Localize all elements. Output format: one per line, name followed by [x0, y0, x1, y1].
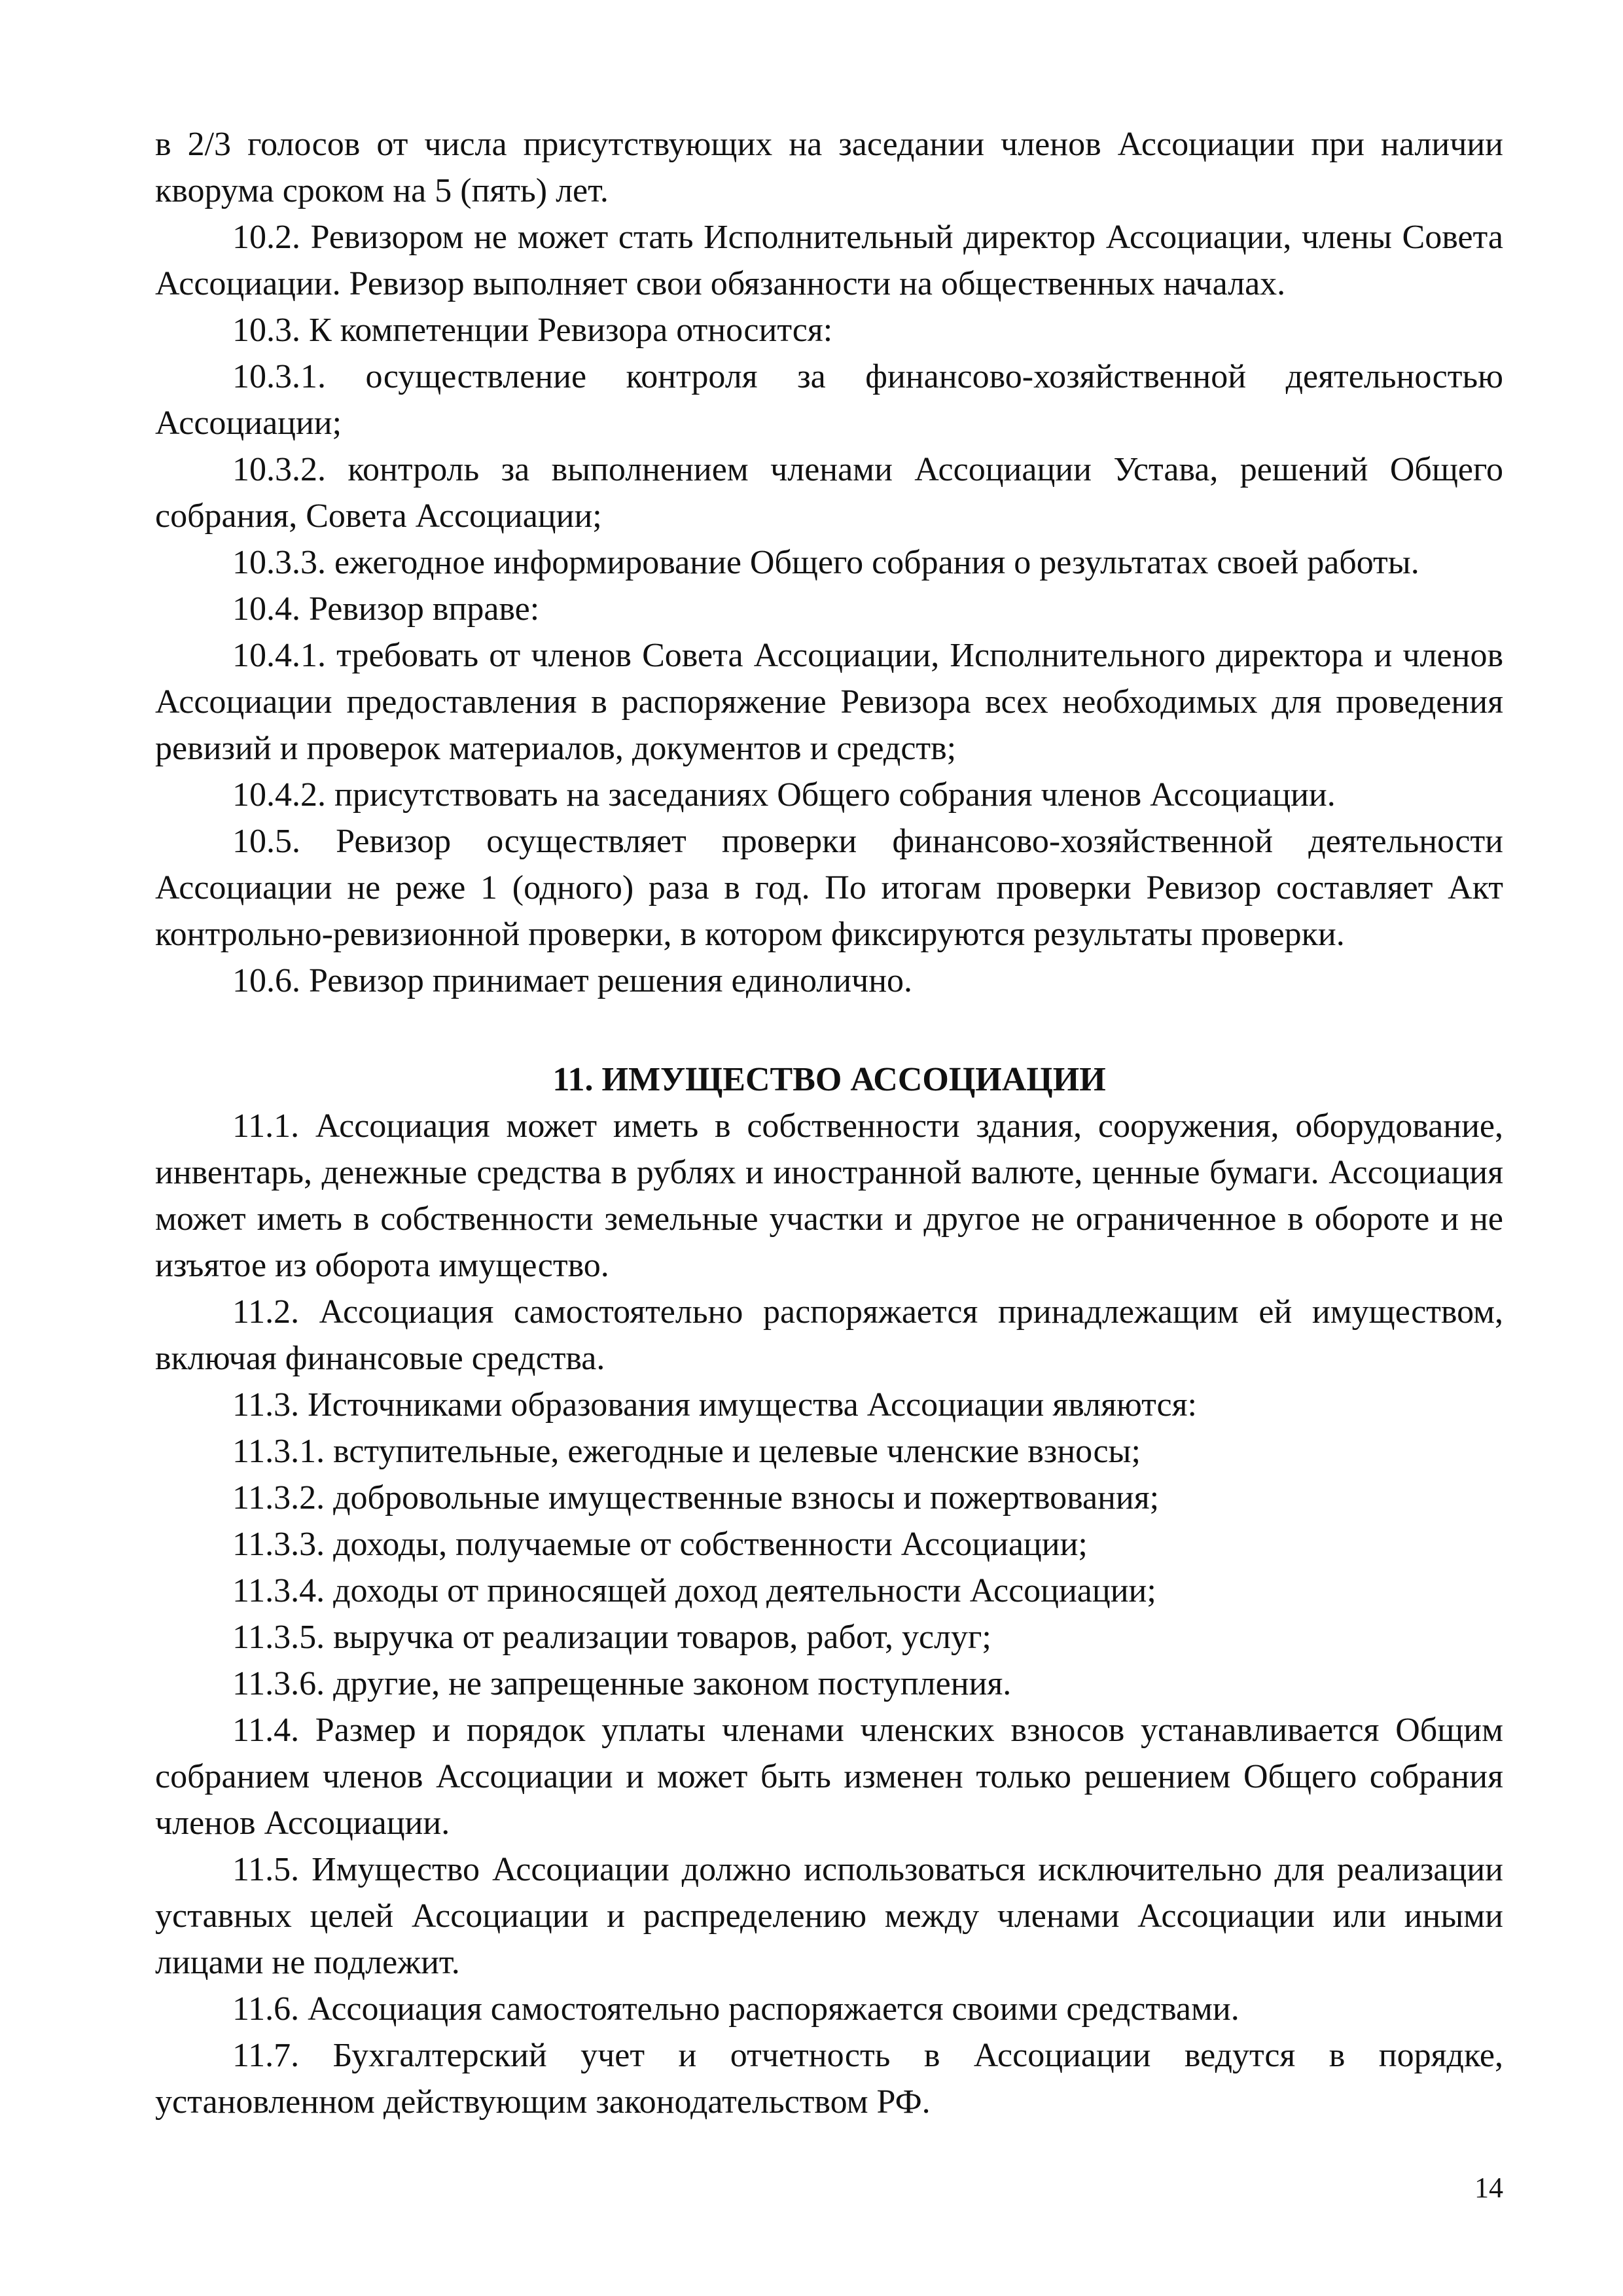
- list-item-11-3-4: 11.3.4. доходы от приносящей доход деятельности Ассоциации;: [232, 1572, 1156, 1609]
- paragraph-10-5: 10.5. Ревизор осуществляет проверки финансово-хозяйственной деятельности Ассоциации не реже 1 (одного) раза в год. По итогам проверки Ревизор составляет Акт контрольно-ревизионной проверки, в котором фиксируются результаты проверки.: [155, 823, 1503, 953]
- section-11-heading: 11. ИМУЩЕСТВО АССОЦИАЦИИ: [552, 1061, 1106, 1098]
- list-item-11-3-5: 11.3.5. выручка от реализации товаров, работ, услуг;: [232, 1619, 991, 1656]
- paragraph-10-6: 10.6. Ревизор принимает решения единолично.: [232, 962, 913, 999]
- list-item-11-3-1: 11.3.1. вступительные, ежегодные и целевые членские взносы;: [232, 1433, 1141, 1470]
- paragraph-10-3-2: 10.3.2. контроль за выполнением членами Ассоциации Устава, решений Общего собрания, Совета Ассоциации;: [155, 451, 1503, 535]
- paragraph-10-1-continuation: в 2/3 голосов от числа присутствующих на заседании членов Ассоциации при наличии кворума сроком на 5 (пять) лет.: [155, 126, 1503, 209]
- paragraph-10-2: 10.2. Ревизором не может стать Исполнительный директор Ассоциации, члены Совета Ассоциации. Ревизор выполняет свои обязанности на общественных началах.: [155, 219, 1503, 302]
- paragraph-11-2: 11.2. Ассоциация самостоятельно распоряжается принадлежащим ей имуществом, включая финансовые средства.: [155, 1293, 1503, 1377]
- paragraph-10-4: 10.4. Ревизор вправе:: [232, 590, 540, 628]
- paragraph-10-4-2: 10.4.2. присутствовать на заседаниях Общего собрания членов Ассоциации.: [232, 776, 1336, 814]
- paragraph-11-5: 11.5. Имущество Ассоциации должно использоваться исключительно для реализации уставных целей Ассоциации и распределению между членами Ассоциации или иными лицами не подлежит.: [155, 1851, 1503, 1981]
- list-item-11-3-3: 11.3.3. доходы, получаемые от собственности Ассоциации;: [232, 1526, 1088, 1563]
- list-item-11-3-2: 11.3.2. добровольные имущественные взносы и пожертвования;: [232, 1479, 1160, 1516]
- paragraph-10-3: 10.3. К компетенции Ревизора относится:: [232, 312, 833, 349]
- page-number: 14: [1474, 2172, 1503, 2204]
- sources-list: [155, 1428, 1503, 1707]
- document-page: [155, 121, 1503, 2125]
- paragraph-10-4-1: 10.4.1. требовать от членов Совета Ассоциации, Исполнительного директора и членов Ассоциации предоставления в распоряжение Ревизора всех необходимых для проведения ревизий и проверок материалов, документов и средств;: [155, 637, 1503, 767]
- paragraph-11-1: 11.1. Ассоциация может иметь в собственности здания, сооружения, оборудование, инвентарь, денежные средства в рублях и иностранной валюте, ценные бумаги. Ассоциация может иметь в собственности земельные участки и другое не ограниченное в обороте и не изъятое из оборота имущество.: [155, 1107, 1503, 1284]
- list-item-11-3-6: 11.3.6. другие, не запрещенные законом поступления.: [232, 1665, 1012, 1702]
- paragraph-11-7: 11.7. Бухгалтерский учет и отчетность в Ассоциации ведутся в порядке, установленном действующим законодательством РФ.: [155, 2037, 1503, 2121]
- paragraph-11-4: 11.4. Размер и порядок уплаты членами членских взносов устанавливается Общим собранием членов Ассоциации и может быть изменен только решением Общего собрания членов Ассоциации.: [155, 1712, 1503, 1842]
- paragraph-11-6: 11.6. Ассоциация самостоятельно распоряжается своими средствами.: [232, 1990, 1240, 2028]
- paragraph-11-3: 11.3. Источниками образования имущества Ассоциации являются:: [232, 1386, 1197, 1424]
- paragraph-10-3-1: 10.3.1. осуществление контроля за финансово-хозяйственной деятельностью Ассоциации;: [155, 358, 1503, 442]
- paragraph-10-3-3: 10.3.3. ежегодное информирование Общего собрания о результатах своей работы.: [232, 544, 1419, 581]
